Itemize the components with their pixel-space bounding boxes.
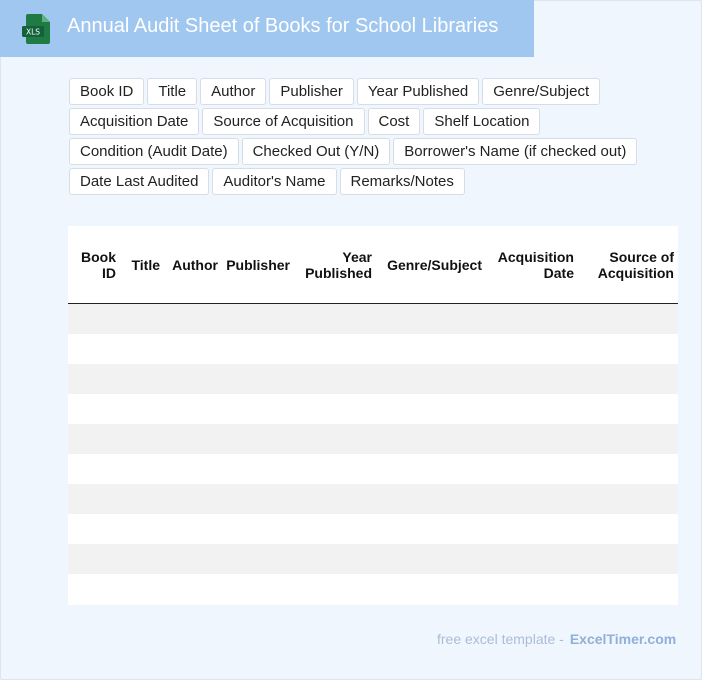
table-row bbox=[68, 514, 678, 544]
footer-text: free excel template - bbox=[437, 631, 564, 647]
column-header: Author bbox=[164, 226, 222, 304]
table-row bbox=[68, 394, 678, 424]
column-header: Source of Acquisition bbox=[578, 226, 678, 304]
field-tag: Condition (Audit Date) bbox=[69, 138, 239, 165]
field-tag: Book ID bbox=[69, 78, 144, 105]
table-cell[interactable] bbox=[294, 484, 376, 514]
column-header: Publisher bbox=[222, 226, 294, 304]
audit-table-container bbox=[68, 226, 678, 605]
table-cell[interactable] bbox=[222, 304, 294, 335]
field-tag: Author bbox=[200, 78, 266, 105]
table-cell[interactable] bbox=[222, 574, 294, 604]
table-cell[interactable] bbox=[486, 544, 578, 574]
table-cell[interactable] bbox=[294, 364, 376, 394]
table-cell[interactable] bbox=[222, 394, 294, 424]
table-cell[interactable] bbox=[120, 514, 164, 544]
table-body bbox=[68, 304, 678, 605]
table-cell[interactable] bbox=[294, 544, 376, 574]
table-cell[interactable] bbox=[68, 394, 120, 424]
table-cell[interactable] bbox=[376, 394, 486, 424]
table-cell[interactable] bbox=[486, 394, 578, 424]
table-cell[interactable] bbox=[376, 574, 486, 604]
table-cell[interactable] bbox=[164, 574, 222, 604]
table-cell[interactable] bbox=[164, 544, 222, 574]
table-cell[interactable] bbox=[294, 454, 376, 484]
table-cell[interactable] bbox=[164, 484, 222, 514]
table-cell[interactable] bbox=[376, 334, 486, 364]
xls-file-icon bbox=[22, 14, 50, 44]
table-cell[interactable] bbox=[376, 424, 486, 454]
table-cell[interactable] bbox=[164, 334, 222, 364]
table-cell[interactable] bbox=[164, 304, 222, 335]
table-row bbox=[68, 544, 678, 574]
table-cell[interactable] bbox=[120, 574, 164, 604]
table-cell[interactable] bbox=[120, 484, 164, 514]
column-header: Genre/Subject bbox=[376, 226, 486, 304]
footer bbox=[437, 631, 676, 647]
table-cell[interactable] bbox=[164, 454, 222, 484]
table-cell[interactable] bbox=[578, 364, 678, 394]
table-row bbox=[68, 424, 678, 454]
table-cell[interactable] bbox=[68, 364, 120, 394]
field-tag: Remarks/Notes bbox=[340, 168, 465, 195]
table-cell[interactable] bbox=[578, 484, 678, 514]
field-tag: Publisher bbox=[269, 78, 354, 105]
table-cell[interactable] bbox=[120, 304, 164, 335]
table-cell[interactable] bbox=[294, 514, 376, 544]
table-cell[interactable] bbox=[294, 394, 376, 424]
table-cell[interactable] bbox=[222, 364, 294, 394]
table-cell[interactable] bbox=[120, 394, 164, 424]
field-tag: Genre/Subject bbox=[482, 78, 600, 105]
table-cell[interactable] bbox=[578, 334, 678, 364]
column-header: Title bbox=[120, 226, 164, 304]
field-tag: Borrower's Name (if checked out) bbox=[393, 138, 637, 165]
table-row bbox=[68, 364, 678, 394]
table-cell[interactable] bbox=[376, 514, 486, 544]
title-bar bbox=[0, 0, 534, 57]
table-cell[interactable] bbox=[376, 364, 486, 394]
footer-brand-link[interactable]: ExcelTimer.com bbox=[569, 631, 677, 647]
table-cell[interactable] bbox=[222, 544, 294, 574]
table-cell[interactable] bbox=[294, 424, 376, 454]
table-cell[interactable] bbox=[578, 574, 678, 604]
table-cell[interactable] bbox=[68, 454, 120, 484]
table-cell[interactable] bbox=[486, 424, 578, 454]
table-row bbox=[68, 574, 678, 604]
table-cell[interactable] bbox=[68, 514, 120, 544]
table-cell[interactable] bbox=[164, 514, 222, 544]
table-cell[interactable] bbox=[164, 364, 222, 394]
table-row bbox=[68, 454, 678, 484]
field-tag: Checked Out (Y/N) bbox=[242, 138, 391, 165]
table-cell[interactable] bbox=[68, 424, 120, 454]
table-cell[interactable] bbox=[120, 364, 164, 394]
table-cell[interactable] bbox=[294, 574, 376, 604]
table-cell[interactable] bbox=[376, 544, 486, 574]
table-cell[interactable] bbox=[68, 574, 120, 604]
table-cell[interactable] bbox=[376, 304, 486, 335]
field-tag-list bbox=[69, 78, 649, 195]
field-tag: Date Last Audited bbox=[69, 168, 209, 195]
field-tag: Year Published bbox=[357, 78, 479, 105]
table-cell[interactable] bbox=[486, 364, 578, 394]
table-row bbox=[68, 484, 678, 514]
table-cell[interactable] bbox=[222, 424, 294, 454]
table-cell[interactable] bbox=[578, 544, 678, 574]
field-tag: Auditor's Name bbox=[212, 168, 336, 195]
table-cell[interactable] bbox=[486, 514, 578, 544]
table-cell[interactable] bbox=[68, 304, 120, 335]
field-tag: Shelf Location bbox=[423, 108, 540, 135]
table-cell[interactable] bbox=[578, 424, 678, 454]
field-tag: Title bbox=[147, 78, 197, 105]
table-cell[interactable] bbox=[486, 334, 578, 364]
field-tag: Source of Acquisition bbox=[202, 108, 364, 135]
xls-icon-label: XLS bbox=[25, 27, 41, 37]
table-cell[interactable] bbox=[376, 454, 486, 484]
table-cell[interactable] bbox=[120, 334, 164, 364]
table-cell[interactable] bbox=[486, 574, 578, 604]
field-tag: Cost bbox=[368, 108, 421, 135]
table-cell[interactable] bbox=[294, 304, 376, 335]
table-cell[interactable] bbox=[222, 334, 294, 364]
table-cell[interactable] bbox=[578, 454, 678, 484]
table-cell[interactable] bbox=[222, 454, 294, 484]
table-header-row bbox=[68, 226, 678, 304]
field-tag: Acquisition Date bbox=[69, 108, 199, 135]
table-cell[interactable] bbox=[578, 394, 678, 424]
table-cell[interactable] bbox=[68, 544, 120, 574]
table-cell[interactable] bbox=[120, 544, 164, 574]
table-cell[interactable] bbox=[578, 304, 678, 335]
table-row bbox=[68, 304, 678, 335]
table-cell[interactable] bbox=[376, 484, 486, 514]
table-row bbox=[68, 334, 678, 364]
table-cell[interactable] bbox=[486, 484, 578, 514]
column-header: Acquisition Date bbox=[486, 226, 578, 304]
table-cell[interactable] bbox=[164, 424, 222, 454]
table-cell[interactable] bbox=[222, 484, 294, 514]
table-cell[interactable] bbox=[120, 454, 164, 484]
table-cell[interactable] bbox=[222, 514, 294, 544]
table-cell[interactable] bbox=[68, 484, 120, 514]
table-cell[interactable] bbox=[486, 454, 578, 484]
table-cell[interactable] bbox=[120, 424, 164, 454]
column-header: Year Published bbox=[294, 226, 376, 304]
table-cell[interactable] bbox=[578, 514, 678, 544]
audit-table bbox=[68, 226, 678, 604]
column-header: Book ID bbox=[68, 226, 120, 304]
table-cell[interactable] bbox=[68, 334, 120, 364]
page-title: Annual Audit Sheet of Books for School Libraries bbox=[67, 15, 499, 37]
table-cell[interactable] bbox=[486, 304, 578, 335]
table-cell[interactable] bbox=[164, 394, 222, 424]
table-cell[interactable] bbox=[294, 334, 376, 364]
